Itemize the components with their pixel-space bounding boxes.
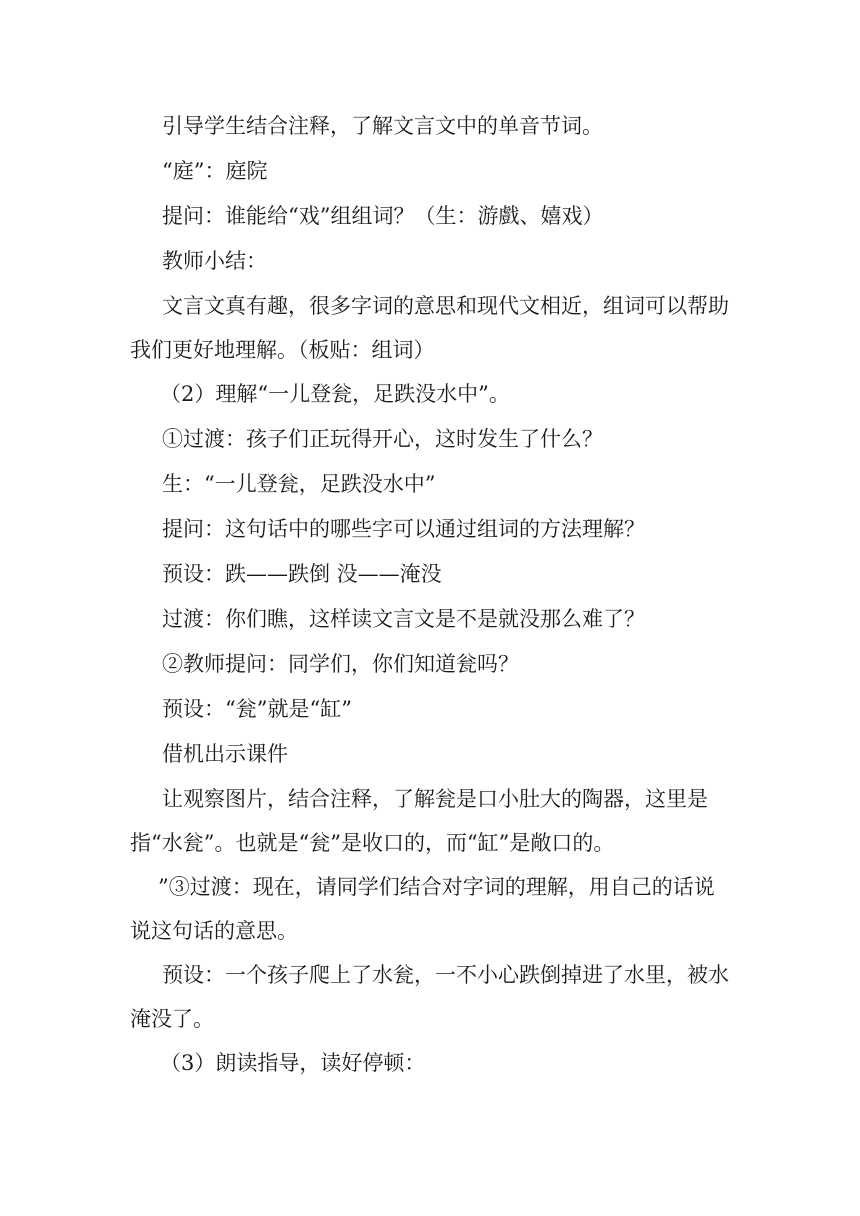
paragraph-section-3-heading: （3）朗读指导，读好停顿：	[160, 1051, 426, 1075]
paragraph-preset-words: 预设：跌——跌倒 没——淹没	[162, 562, 442, 586]
paragraph-show-courseware: 借机出示课件	[162, 742, 288, 766]
document-body	[130, 104, 735, 1086]
paragraph-xi-question: 提问：谁能给“戏”组组词？（生：游戲、嬉戏）	[162, 204, 604, 228]
paragraph-single-syllable-intro: 引导学生结合注释，了解文言文中的单音节词。	[162, 114, 603, 138]
paragraph-ting-definition: “庭”：庭院	[162, 159, 268, 183]
paragraph-section-2-heading: （2）理解“一儿登瓮，足跌没水中”。	[160, 382, 510, 406]
paragraph-preset-meaning: 预设：一个孩子爬上了水瓮，一不小心跌倒掉进了水里，被水淹没了。	[130, 963, 729, 1031]
paragraph-transition-1: ①过渡：孩子们正玩得开心，这时发生了什么？	[162, 427, 603, 451]
paragraph-teacher-question-weng: ②教师提问：同学们，你们知道瓮吗？	[162, 652, 519, 676]
paragraph-which-words-question: 提问：这句话中的哪些字可以通过组词的方法理解？	[162, 517, 645, 541]
paragraph-preset-weng-gang: 预设：“瓮”就是“缸”	[162, 697, 352, 721]
paragraph-teacher-summary: 文言文真有趣，很多字词的意思和现代文相近，组词可以帮助我们更好地理解。（板贴：组词）	[130, 294, 729, 362]
paragraph-transition-3: ”③过渡：现在，请同学们结合对字词的理解，用自己的话说说这句话的意思。	[130, 875, 715, 943]
paragraph-observe-picture: 让观察图片，结合注释，了解瓮是口小肚大的陶器，这里是指“水瓮”。也就是“瓮”是收口的，而“缸”是敞口的。	[130, 787, 708, 855]
paragraph-teacher-summary-heading: 教师小结：	[162, 249, 267, 273]
paragraph-transition-easy: 过渡：你们瞧，这样读文言文是不是就没那么难了？	[162, 607, 645, 631]
paragraph-student-answer: 生：“一儿登瓮，足跌没水中”	[162, 472, 436, 496]
